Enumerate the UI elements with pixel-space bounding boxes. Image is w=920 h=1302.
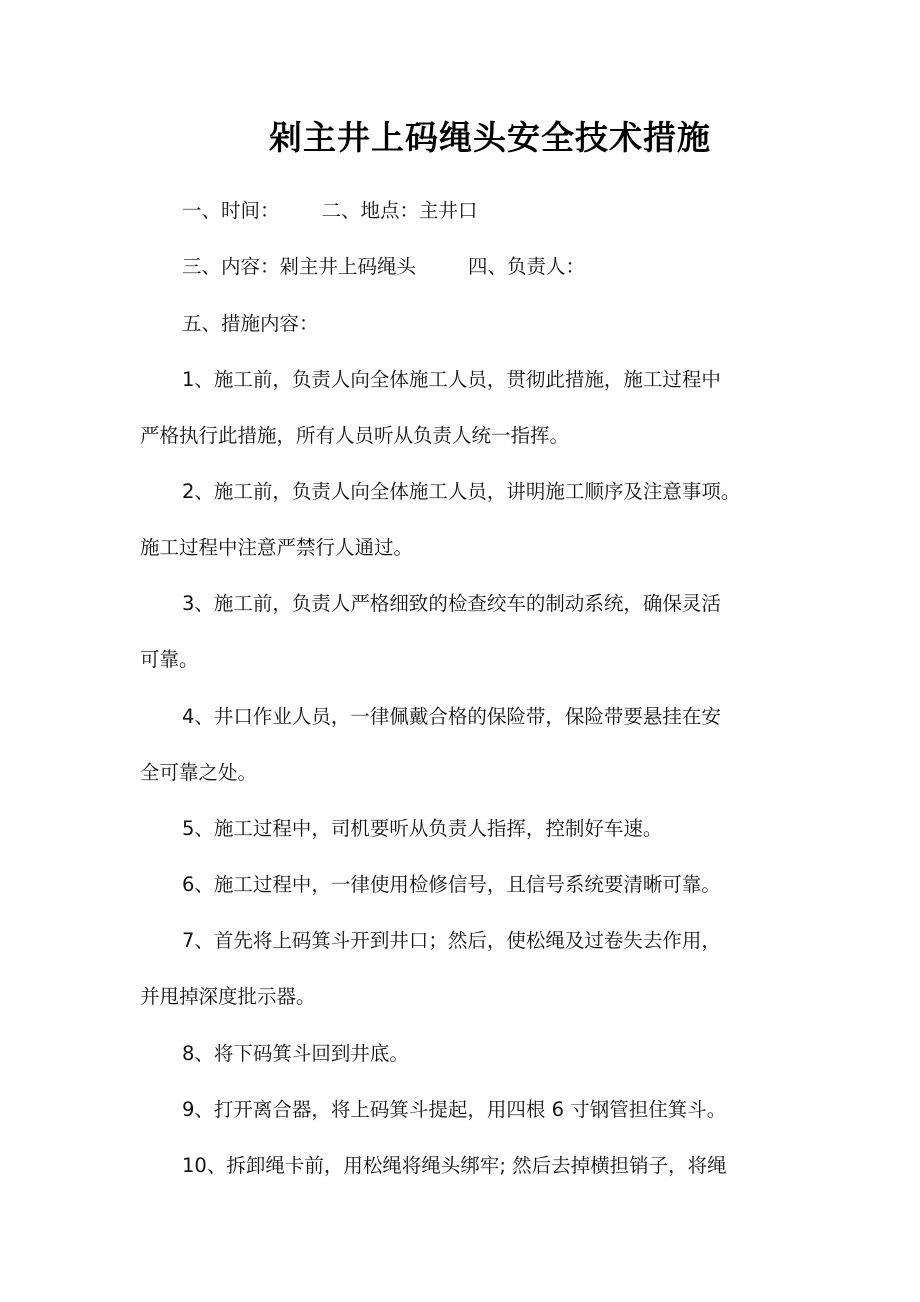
paragraph-line: 9、打开离合器，将上码箕斗提起，用四根 6 寸钢管担住箕斗。 <box>182 1098 727 1121</box>
paragraph-line: 10、拆卸绳卡前，用松绳将绳头绑牢; 然后去掉横担销子，将绳 <box>182 1154 727 1177</box>
time-label: 一、时间： <box>182 199 280 222</box>
paragraph-line: 可靠。 <box>140 648 199 671</box>
paragraph-line: 施工过程中注意严禁行人通过。 <box>140 536 414 559</box>
paragraph-line: 6、施工过程中，一律使用检修信号，且信号系统要清晰可靠。 <box>182 873 721 896</box>
paragraph-line: 2、施工前，负责人向全体施工人员，讲明施工顺序及注意事项。 <box>182 480 741 503</box>
paragraph-line: 8、将下码箕斗回到井底。 <box>182 1042 409 1065</box>
paragraph-line: 并甩掉深度批示器。 <box>140 985 316 1008</box>
paragraph-line: 全可靠之处。 <box>140 761 258 784</box>
paragraph-line: 严格执行此措施，所有人员听从负责人统一指挥。 <box>140 424 570 447</box>
paragraph-line: 4、井口作业人员，一律佩戴合格的保险带，保险带要悬挂在安 <box>182 705 721 728</box>
place-label: 二、地点：主井口 <box>321 199 478 222</box>
measures-heading: 五、措施内容： <box>182 312 319 335</box>
content-label: 三、内容：剁主井上码绳头 <box>182 255 417 278</box>
paragraph-line: 3、施工前，负责人严格细致的检查绞车的制动系统，确保灵活 <box>182 592 721 615</box>
responsible-label: 四、负责人： <box>468 255 586 278</box>
paragraph-line: 5、施工过程中，司机要听从负责人指挥，控制好车速。 <box>182 817 663 840</box>
paragraph-line: 1、施工前，负责人向全体施工人员，贯彻此措施，施工过程中 <box>182 368 721 391</box>
header-row-content-responsible <box>182 253 585 281</box>
paragraph-line: 7、首先将上码箕斗开到井口；然后，使松绳及过卷失去作用， <box>182 929 721 952</box>
header-row-time-place <box>182 197 478 225</box>
document-title: 剁主井上码绳头安全技术措施 <box>269 118 711 157</box>
